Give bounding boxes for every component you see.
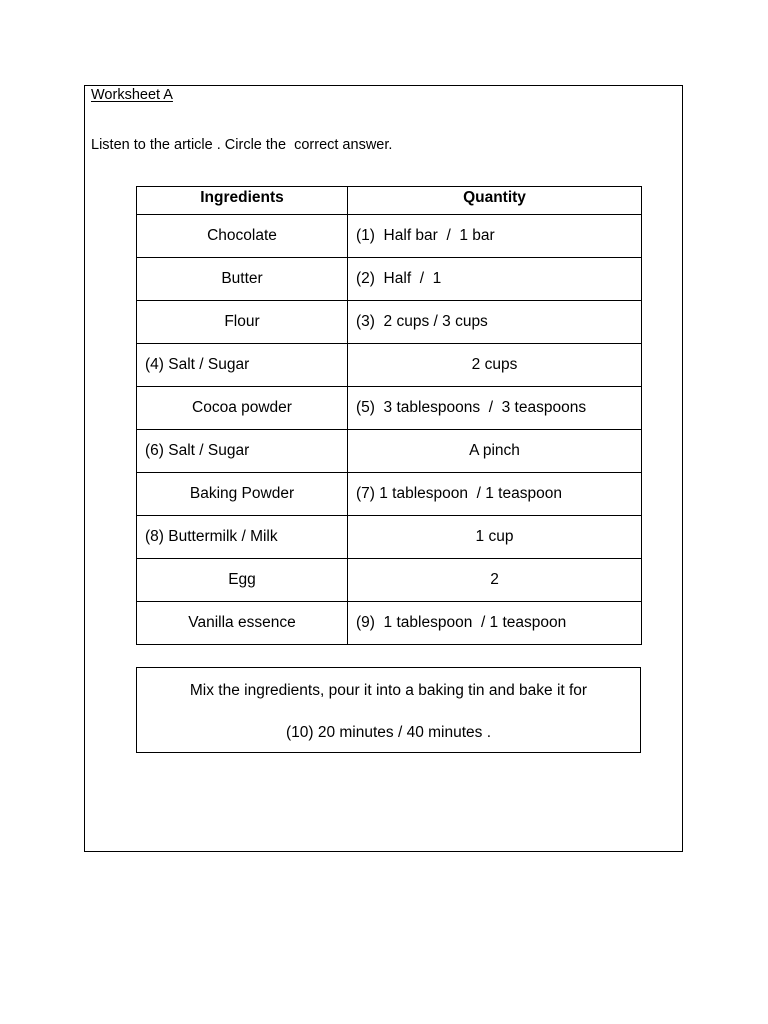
table-row (137, 215, 642, 258)
ingredients-table (136, 186, 642, 645)
table-header-row (137, 187, 642, 215)
quantity-cell: 2 (348, 559, 642, 602)
table-row (137, 258, 642, 301)
ingredient-cell: (6) Salt / Sugar (137, 430, 348, 473)
quantity-cell: (9) 1 tablespoon / 1 teaspoon (348, 602, 642, 645)
ingredient-cell: (8) Buttermilk / Milk (137, 516, 348, 559)
quantity-cell: (2) Half / 1 (348, 258, 642, 301)
table-row (137, 602, 642, 645)
worksheet-title: Worksheet A (91, 87, 173, 103)
table-row (137, 387, 642, 430)
table-row (137, 344, 642, 387)
header-ingredients: Ingredients (137, 187, 348, 215)
table-row (137, 473, 642, 516)
quantity-cell: 1 cup (348, 516, 642, 559)
ingredient-cell: Egg (137, 559, 348, 602)
ingredient-cell: (4) Salt / Sugar (137, 344, 348, 387)
quantity-cell: (3) 2 cups / 3 cups (348, 301, 642, 344)
quantity-cell: (1) Half bar / 1 bar (348, 215, 642, 258)
baking-instruction-text: Mix the ingredients, pour it into a baking tin and bake it for (189, 682, 588, 699)
baking-time-question: (10) 20 minutes / 40 minutes . (285, 724, 492, 741)
header-quantity: Quantity (348, 187, 642, 215)
quantity-cell: A pinch (348, 430, 642, 473)
table-row (137, 516, 642, 559)
table-row (137, 430, 642, 473)
table-row (137, 559, 642, 602)
ingredient-cell: Flour (137, 301, 348, 344)
ingredient-cell: Baking Powder (137, 473, 348, 516)
table-row (137, 301, 642, 344)
quantity-cell: (5) 3 tablespoons / 3 teaspoons (348, 387, 642, 430)
ingredient-cell: Chocolate (137, 215, 348, 258)
ingredient-cell: Butter (137, 258, 348, 301)
instruction-text: Listen to the article . Circle the correct answer. (91, 137, 393, 153)
baking-instruction-box (136, 667, 641, 753)
ingredient-cell: Vanilla essence (137, 602, 348, 645)
table-body (137, 215, 642, 645)
quantity-cell: (7) 1 tablespoon / 1 teaspoon (348, 473, 642, 516)
quantity-cell: 2 cups (348, 344, 642, 387)
ingredient-cell: Cocoa powder (137, 387, 348, 430)
